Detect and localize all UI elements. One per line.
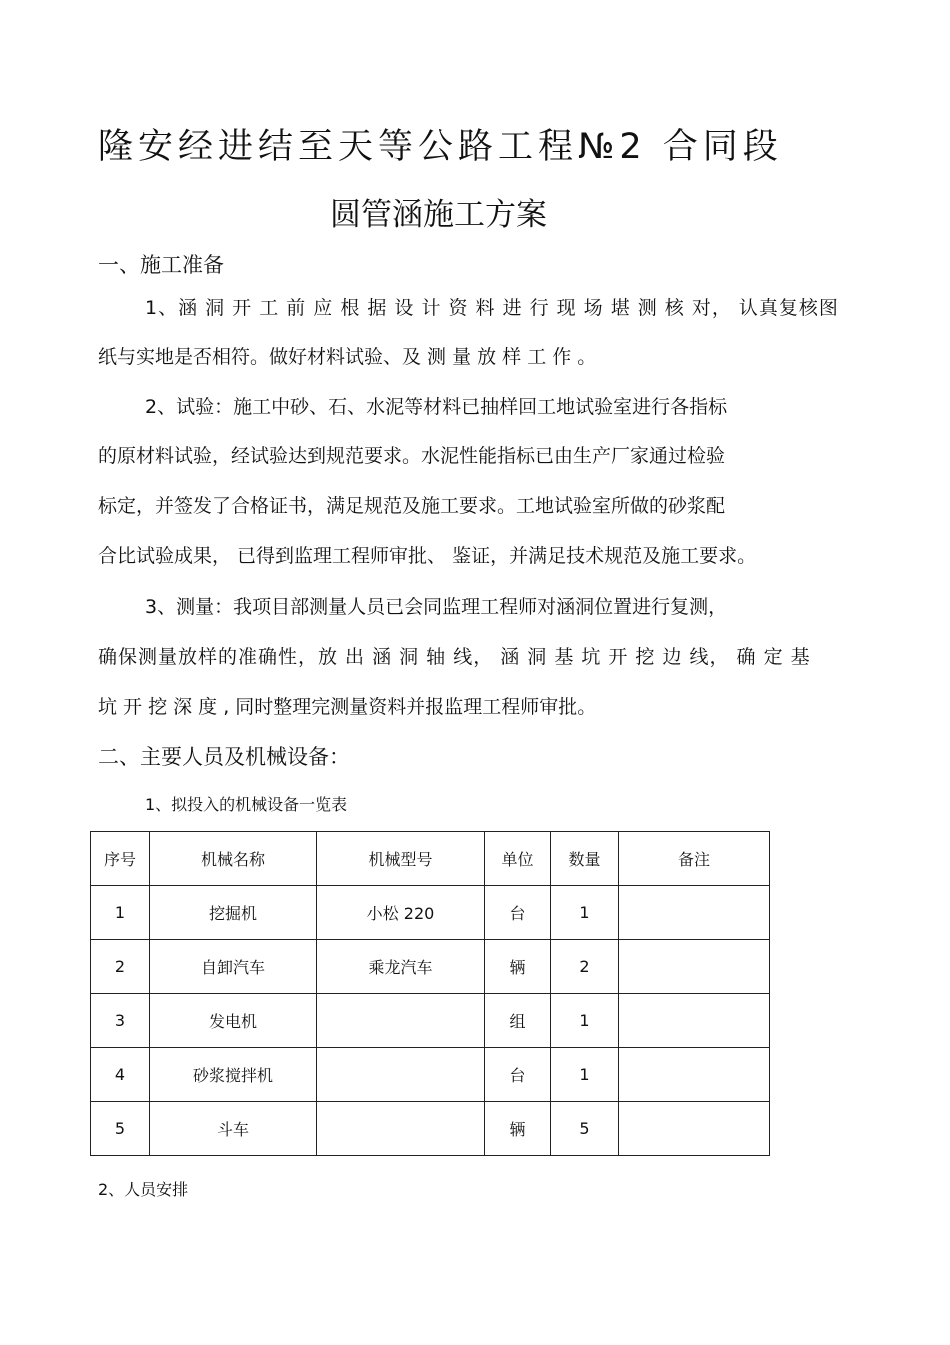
equipment-table (90, 831, 770, 1156)
item2-line1: 2、试验：施工中砂、石、水泥等材料已抽样回工地试验室进行各指标 (145, 396, 728, 418)
cell-unit: 组 (485, 994, 551, 1048)
cell-quantity: 5 (551, 1102, 619, 1156)
item3-line1: 3、测量：我项目部测量人员已会同监理工程师对涵洞位置进行复测， (145, 596, 728, 618)
cell-index: 4 (91, 1048, 150, 1102)
item3-line3: 坑 开 挖 深 度 , 同时整理完测量资料并报监理工程师审批。 (98, 696, 597, 718)
cell-model (317, 1102, 485, 1156)
table-header-row (91, 832, 770, 886)
document-subtitle: 圆管涵施工方案 (330, 197, 547, 233)
cell-model (317, 994, 485, 1048)
document-title: 隆安经进结至天等公路工程№2 合同段 (98, 127, 783, 167)
cell-remarks (619, 1102, 770, 1156)
cell-quantity: 1 (551, 1048, 619, 1102)
cell-model: 小松 220 (317, 886, 485, 940)
cell-remarks (619, 994, 770, 1048)
table-row (91, 886, 770, 940)
header-cell-model: 机械型号 (317, 832, 485, 886)
cell-unit: 台 (485, 1048, 551, 1102)
cell-unit: 台 (485, 886, 551, 940)
header-cell-unit: 单位 (485, 832, 551, 886)
item2-line4: 合比试验成果， 已得到监理工程师审批、 鉴证，并满足技术规范及施工要求。 (98, 545, 757, 567)
cell-index: 1 (91, 886, 150, 940)
table-row (91, 1102, 770, 1156)
header-cell-quantity: 数量 (551, 832, 619, 886)
cell-index: 3 (91, 994, 150, 1048)
item1-line1: 1、涵 洞 开 工 前 应 根 据 设 计 资 料 进 行 现 场 堪 测 核 对， 认真复核图 (145, 297, 839, 319)
cell-name: 自卸汽车 (150, 940, 317, 994)
personnel-caption: 2、人员安排 (98, 1180, 189, 1199)
cell-quantity: 1 (551, 886, 619, 940)
cell-model (317, 1048, 485, 1102)
section1-heading: 一、施工准备 (98, 253, 224, 277)
cell-name: 挖掘机 (150, 886, 317, 940)
table-row (91, 1048, 770, 1102)
item2-line3: 标定，并签发了合格证书，满足规范及施工要求。工地试验室所做的砂浆配 (98, 495, 726, 517)
cell-remarks (619, 940, 770, 994)
section2-heading: 二、主要人员及机械设备： (98, 745, 350, 769)
cell-remarks (619, 886, 770, 940)
cell-quantity: 2 (551, 940, 619, 994)
cell-name: 斗车 (150, 1102, 317, 1156)
header-cell-index: 序号 (91, 832, 150, 886)
cell-model: 乘龙汽车 (317, 940, 485, 994)
cell-index: 5 (91, 1102, 150, 1156)
header-cell-name: 机械名称 (150, 832, 317, 886)
cell-remarks (619, 1048, 770, 1102)
table-row (91, 940, 770, 994)
cell-quantity: 1 (551, 994, 619, 1048)
cell-name: 发电机 (150, 994, 317, 1048)
cell-unit: 辆 (485, 940, 551, 994)
cell-index: 2 (91, 940, 150, 994)
item2-line2: 的原材料试验，经试验达到规范要求。水泥性能指标已由生产厂家通过检验 (98, 445, 726, 467)
cell-name: 砂浆搅拌机 (150, 1048, 317, 1102)
item1-line2: 纸与实地是否相符。做好材料试验、及 测 量 放 样 工 作 。 (98, 346, 597, 368)
cell-unit: 辆 (485, 1102, 551, 1156)
header-cell-remarks: 备注 (619, 832, 770, 886)
table-row (91, 994, 770, 1048)
item3-line2: 确保测量放样的准确性，放 出 涵 洞 轴 线， 涵 洞 基 坑 开 挖 边 线， 确 定 基 (98, 646, 811, 668)
equipment-table-caption: 1、拟投入的机械设备一览表 (145, 795, 348, 814)
